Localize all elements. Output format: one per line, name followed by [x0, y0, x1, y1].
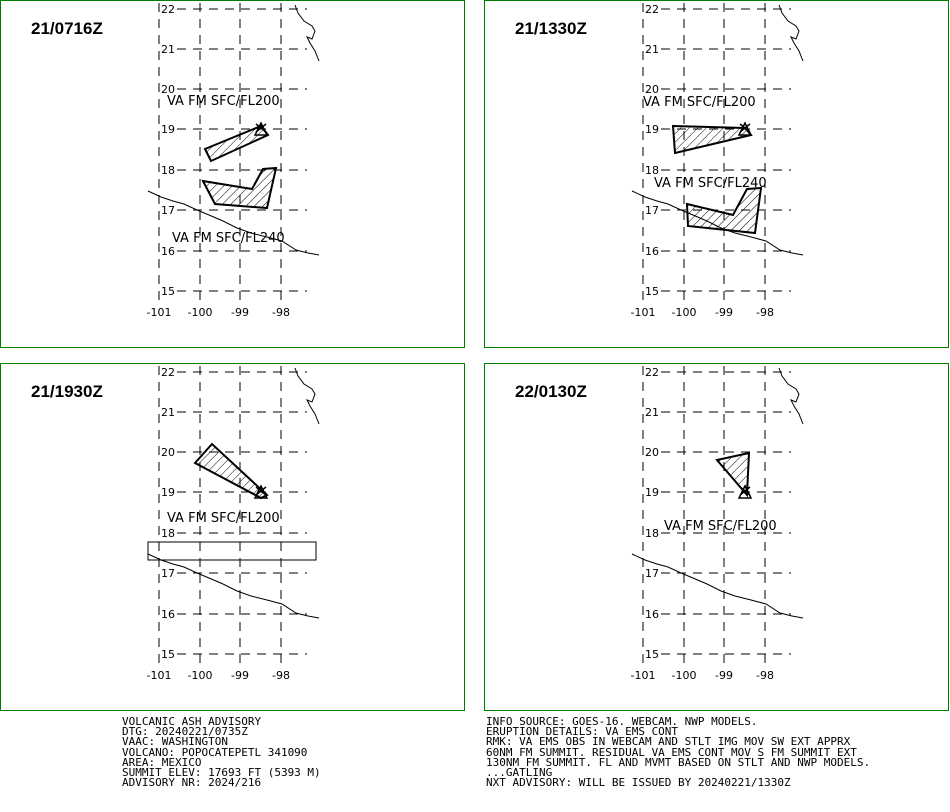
lon-tick-label: -100	[671, 669, 697, 682]
lat-tick-label: 21	[645, 406, 659, 419]
lat-lon-grid	[643, 366, 791, 666]
lat-tick-label: 15	[161, 648, 175, 661]
lon-tick-label: -100	[187, 306, 213, 319]
lat-tick-label: 19	[161, 123, 175, 136]
lat-tick-label: 16	[161, 608, 175, 621]
lat-tick-label: 15	[161, 285, 175, 298]
lon-tick-label: -98	[756, 306, 774, 319]
lon-tick-label: -101	[630, 306, 656, 319]
map-panel-3	[0, 363, 465, 711]
coastline-north	[779, 5, 803, 61]
lat-tick-label: 15	[645, 285, 659, 298]
panel-time: 21/0716Z	[31, 19, 103, 38]
lat-tick-label: 21	[645, 43, 659, 56]
advisory-info-right	[486, 717, 870, 788]
advisory-line: SUMMIT ELEV: 17693 FT (5393 M)	[122, 765, 321, 779]
lat-tick-label: 22	[161, 3, 175, 16]
lat-tick-label: 19	[161, 486, 175, 499]
coastline-north	[779, 368, 803, 424]
ash-area-fl240	[687, 188, 761, 233]
axis-ticks	[631, 3, 774, 319]
map-panel-1	[0, 0, 465, 348]
ash-area-fl200	[205, 126, 268, 161]
lat-tick-label: 17	[161, 204, 175, 217]
ash-label: VA FM SFC/FL200	[664, 519, 777, 534]
lat-tick-label: 20	[161, 83, 175, 96]
lat-tick-label: 18	[161, 164, 175, 177]
advisory-line: NXT ADVISORY: WILL BE ISSUED BY 20240221/1330Z	[486, 776, 791, 790]
advisory-line: ...GATLING	[486, 765, 553, 779]
lat-tick-label: 19	[645, 123, 659, 136]
lon-tick-label: -99	[715, 669, 733, 682]
lat-tick-label: 16	[645, 245, 659, 258]
map-canvas	[1, 1, 466, 349]
ash-area-residual	[148, 542, 316, 560]
axis-ticks	[147, 3, 290, 319]
ash-area-fl200	[673, 126, 751, 153]
lat-lon-grid	[159, 3, 307, 303]
lon-tick-label: -101	[146, 306, 172, 319]
map-canvas	[1, 364, 466, 712]
advisory-line: AREA: MEXICO	[122, 755, 202, 769]
ash-label: VA FM SFC/FL240	[654, 176, 767, 191]
lat-tick-label: 19	[645, 486, 659, 499]
lat-tick-label: 20	[645, 83, 659, 96]
advisory-line: INFO SOURCE: GOES-16. WEBCAM. NWP MODELS.	[486, 715, 758, 728]
lat-tick-label: 17	[645, 204, 659, 217]
lat-tick-label: 15	[645, 648, 659, 661]
lon-tick-label: -100	[671, 306, 697, 319]
lon-tick-label: -98	[272, 669, 290, 682]
advisory-line: VOLCANIC ASH ADVISORY	[122, 715, 262, 728]
lat-tick-label: 20	[161, 446, 175, 459]
map-panel-4	[484, 363, 949, 711]
map-panel-2	[484, 0, 949, 348]
lon-tick-label: -99	[231, 669, 249, 682]
lat-tick-label: 17	[645, 567, 659, 580]
panel-time: 21/1930Z	[31, 382, 103, 401]
advisory-line: DTG: 20240221/0735Z	[122, 725, 248, 739]
lat-tick-label: 21	[161, 43, 175, 56]
lon-tick-label: -99	[231, 306, 249, 319]
advisory-line: ADVISORY NR: 2024/216	[122, 776, 262, 790]
panel-time: 21/1330Z	[515, 19, 587, 38]
ash-label: VA FM SFC/FL200	[643, 95, 756, 110]
lon-tick-label: -98	[756, 669, 774, 682]
lon-tick-label: -99	[715, 306, 733, 319]
advisory-line: 130NM FM SUMMIT. FL AND MVMT BASED ON STLT AND NWP MODELS.	[486, 755, 871, 769]
coastline-north	[295, 5, 319, 61]
lat-tick-label: 17	[161, 567, 175, 580]
lat-tick-label: 18	[645, 527, 659, 540]
lon-tick-label: -98	[272, 306, 290, 319]
lat-tick-label: 16	[645, 608, 659, 621]
advisory-line: RMK: VA EMS OBS IN WEBCAM AND STLT IMG MOV SW EXT APPRX	[486, 735, 851, 749]
ash-label: VA FM SFC/FL240	[172, 231, 285, 246]
map-canvas	[485, 1, 950, 349]
lat-tick-label: 22	[645, 3, 659, 16]
advisory-line: VOLCANO: POPOCATEPETL 341090	[122, 745, 308, 759]
lat-tick-label: 22	[161, 366, 175, 379]
lat-tick-label: 21	[161, 406, 175, 419]
advisory-line: 60NM FM SUMMIT. RESIDUAL VA EMS CONT MOV S FM SUMMIT EXT	[486, 745, 857, 759]
advisory-line: VAAC: WASHINGTON	[122, 735, 228, 749]
ash-label: VA FM SFC/FL200	[167, 94, 280, 109]
lat-tick-label: 20	[645, 446, 659, 459]
lat-tick-label: 18	[161, 527, 175, 540]
ash-area-fl240	[203, 168, 276, 208]
lat-lon-grid	[643, 3, 791, 303]
lon-tick-label: -100	[187, 669, 213, 682]
lat-tick-label: 16	[161, 245, 175, 258]
panel-time: 22/0130Z	[515, 382, 587, 401]
map-canvas	[485, 364, 950, 712]
lat-tick-label: 18	[645, 164, 659, 177]
coastline-north	[295, 368, 319, 424]
lon-tick-label: -101	[630, 669, 656, 682]
ash-label: VA FM SFC/FL200	[167, 511, 280, 526]
lon-tick-label: -101	[146, 669, 172, 682]
lat-tick-label: 22	[645, 366, 659, 379]
advisory-line: ERUPTION DETAILS: VA EMS CONT	[486, 725, 679, 739]
advisory-info-left	[122, 717, 321, 788]
